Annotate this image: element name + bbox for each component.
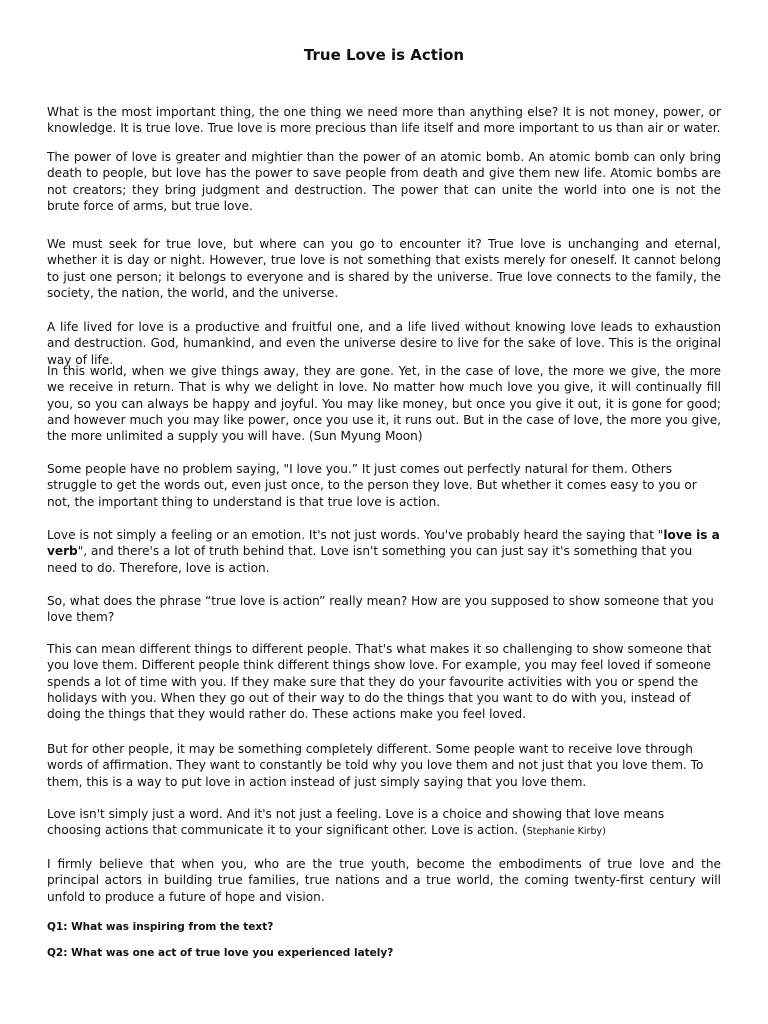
paragraph-different-things-to-different-people: This can mean different things to different people. That's what makes it so challenging to show someone that you love them. Different people think different things show love. For example, you may feel loved if someone spends a lot of time with you. If they make sure that they do your favourite activities with you or spend the holidays with you. When they go out of their way to do the things that you want to do with you, instead of doing the things that they would rather do. These actions make you feel loved. bbox=[47, 642, 712, 722]
choice-paragraph-text: Love isn't simply just a word. And it's not just a feeling. Love is a choice and showing that love means choosing actions that communicate it to your significant other. Love is action. ( bbox=[47, 807, 665, 838]
paragraph-what-does-phrase-mean: So, what does the phrase “true love is action” really mean? How are you supposed to show someone that you love them? bbox=[47, 594, 714, 625]
paragraph-love-is-a-verb bbox=[47, 527, 721, 576]
paragraph-words-of-affirmation: But for other people, it may be something completely different. Some people want to receive love through words of affirmation. They want to constantly be told why you love them and not just that you love them. To them, this is a way to put love in action instead of just simply saying that you love them. bbox=[47, 742, 704, 789]
verb-paragraph-text-end: ", and there's a lot of truth behind that. Love isn't something you can just say it's something that you need to do. Therefore, love is action. bbox=[47, 544, 693, 575]
paragraph-true-youth: I firmly believe that when you, who are the true youth, become the embodiments of true love and the principal actors in building true families, true nations and a true world, the coming twenty-first century will unfold to produce a future of hope and vision. bbox=[47, 857, 721, 904]
document-title: True Love is Action bbox=[303, 46, 465, 64]
paragraph-giving-love: In this world, when we give things away, they are gone. Yet, in the case of love, the more we give, the more we receive in return. That is why we delight in love. No matter how much love you give, it will continually fill you, so you can always be happy and joyful. You may like money, but once you give it out, it is gone for good; and however much you may like power, once you use it, it runs out. But in the case of love, the more you give, the more unlimited a supply you will have. (Sun Myung Moon) bbox=[47, 364, 721, 444]
love-is-a-verb-phrase: love is a verb bbox=[47, 528, 720, 559]
paragraph-importance-of-love: What is the most important thing, the one thing we need more than anything else? It is not money, power, or knowledge. It is true love. True love is more precious than life itself and more important to us than air or water. bbox=[47, 105, 721, 136]
paragraph-power-of-love: The power of love is greater and mightier than the power of an atomic bomb. An atomic bomb can only bring death to people, but love has the power to save people from death and give them new life. Atomic bombs are not creators; they bring judgment and destruction. The power that can unite the world into one is not the brute force of arms, but true love. bbox=[47, 150, 721, 214]
question-2: Q2: What was one act of true love you experienced lately? bbox=[47, 947, 394, 959]
question-1: Q1: What was inspiring from the text? bbox=[47, 921, 274, 933]
paragraph-seek-true-love: We must seek for true love, but where can you go to encounter it? True love is unchanging and eternal, whether it is day or night. However, true love is not something that exists merely for oneself. It cannot belong to just one person; it belongs to everyone and is shared by the universe. True love connects to the family, the society, the nation, the world, and the universe. bbox=[47, 237, 721, 301]
author-citation: Stephanie Kirby) bbox=[526, 826, 606, 838]
verb-paragraph-text-start: Love is not simply a feeling or an emotion. It's not just words. You've probably heard the saying that " bbox=[47, 528, 664, 542]
paragraph-love-is-a-choice bbox=[47, 806, 721, 841]
paragraph-saying-i-love-you: Some people have no problem saying, "I love you.” It just comes out perfectly natural for them. Others struggle to get the words out, even just once, to the person they love. But whether it comes easy to you or not, the important thing to understand is that true love is action. bbox=[47, 462, 697, 509]
paragraph-life-lived-for-love: A life lived for love is a productive and fruitful one, and a life lived without knowing love leads to exhaustion and destruction. God, humankind, and even the universe desire to live for the sake of love. This is the original way of life. bbox=[47, 320, 721, 367]
